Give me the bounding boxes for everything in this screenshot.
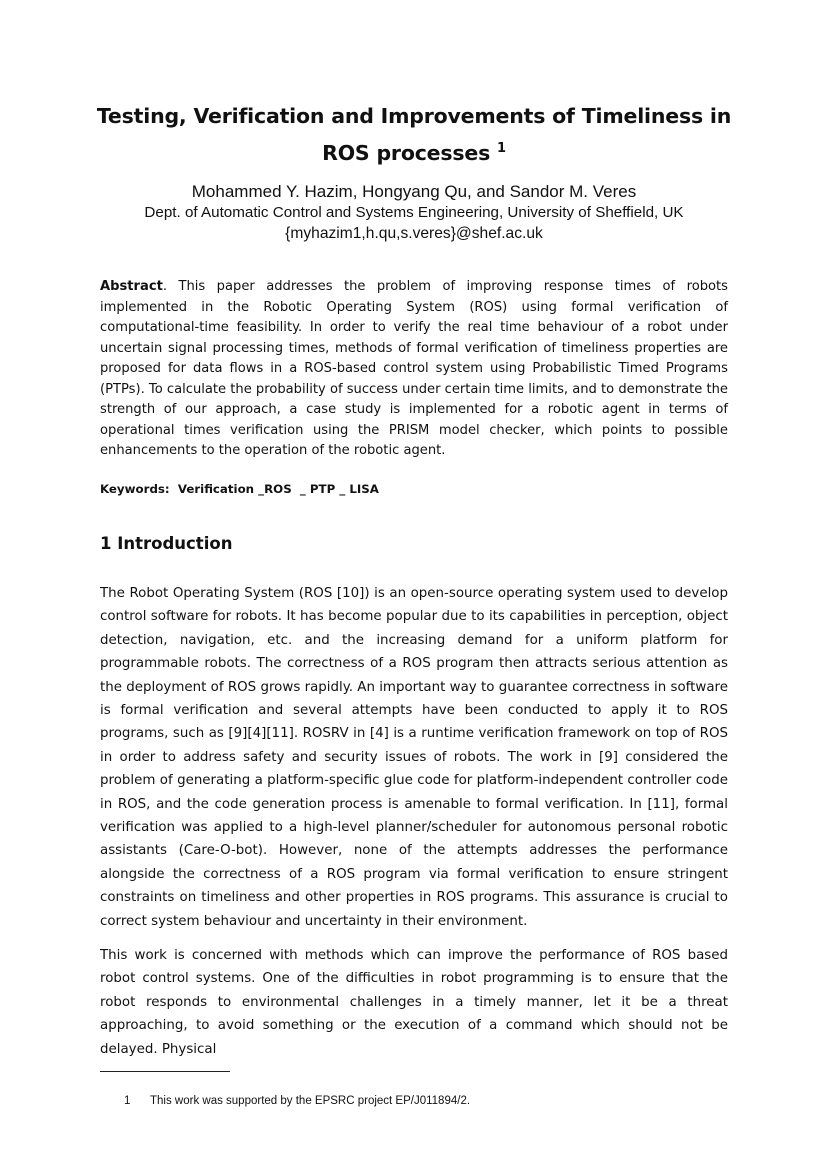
author-affiliation: Dept. of Automatic Control and Systems Engineering, University of Sheffield, UK — [144, 204, 684, 221]
keywords: Keywords: Verification _ROS _ PTP _ LISA — [100, 482, 379, 496]
footnote-number: 1 — [124, 1095, 131, 1107]
abstract-text: . This paper addresses the problem of improving response times of robots implemented in the Robotic Operating System (ROS) using formal verification of computational-time feasibility. In order to verify the real time behaviour of a robot under uncertain signal processing times, methods of formal verification of timeliness properties are proposed for data flows in a ROS-based control system using Probabilistic Timed Programs (PTPs). To calculate the probability of success under certain time limits, and to demonstrate the strength of our approach, a case study is implemented for a robotic agent in terms of operational times verification using the PRISM model checker, which points to possible enhancements to the operation of the robotic agent. — [100, 279, 728, 458]
footnote — [124, 1093, 470, 1109]
body-paragraph-1: The Robot Operating System (ROS [10]) is an open-source operating system used to develop control software for robots. It has become popular due to its capabilities in perception, object detection, navigation, etc. and the increasing demand for a uniform platform for programmable robots. The correctness of a ROS program then attracts serious attention as the deployment of ROS grows rapidly. An important way to guarantee correctness in software is formal verification and several attempts have been conducted to apply it to ROS programs, such as [9][4][11]. ROSRV in [4] is a runtime verification framework on top of ROS in order to address safety and security issues of robots. The work in [9] considered the problem of generating a platform-specific glue code for platform-independent controller code in ROS, and the code generation process is amenable to formal verification. In [11], formal verification was applied to a high-level planner/scheduler for autonomous personal robotic assistants (Care-O-bot). However, none of the attempts addresses the performance alongside the correctness of a ROS program via formal verification to ensure stringent constraints on timeliness and other properties in ROS programs. This assurance is crucial to correct system behaviour and uncertainty in their environment. — [100, 586, 728, 929]
body-paragraph-2: This work is concerned with methods which can improve the performance of ROS based robot control systems. One of the difficulties in robot programming is to ensure that the robot responds to environmental challenges in a timely manner, let it be a threat approaching, to avoid something or the execution of a command which should not be delayed. Physical — [100, 948, 728, 1057]
footnote-divider — [100, 1071, 230, 1072]
abstract — [100, 277, 728, 462]
author-emails: {myhazim1,h.qu,s.veres}@shef.ac.uk — [285, 225, 543, 242]
author-block — [90, 181, 738, 244]
author-names: Mohammed Y. Hazim, Hongyang Qu, and Sandor M. Veres — [191, 182, 637, 201]
title-footnote-mark: 1 — [497, 141, 506, 156]
footnote-text: This work was supported by the EPSRC project EP/J011894/2. — [150, 1095, 471, 1107]
paper-title-text: Testing, Verification and Improvements of Timeliness in ROS processes — [96, 104, 732, 165]
abstract-label: Abstract — [100, 279, 163, 294]
paper-title — [90, 98, 738, 172]
section-heading: 1 Introduction — [100, 534, 233, 553]
